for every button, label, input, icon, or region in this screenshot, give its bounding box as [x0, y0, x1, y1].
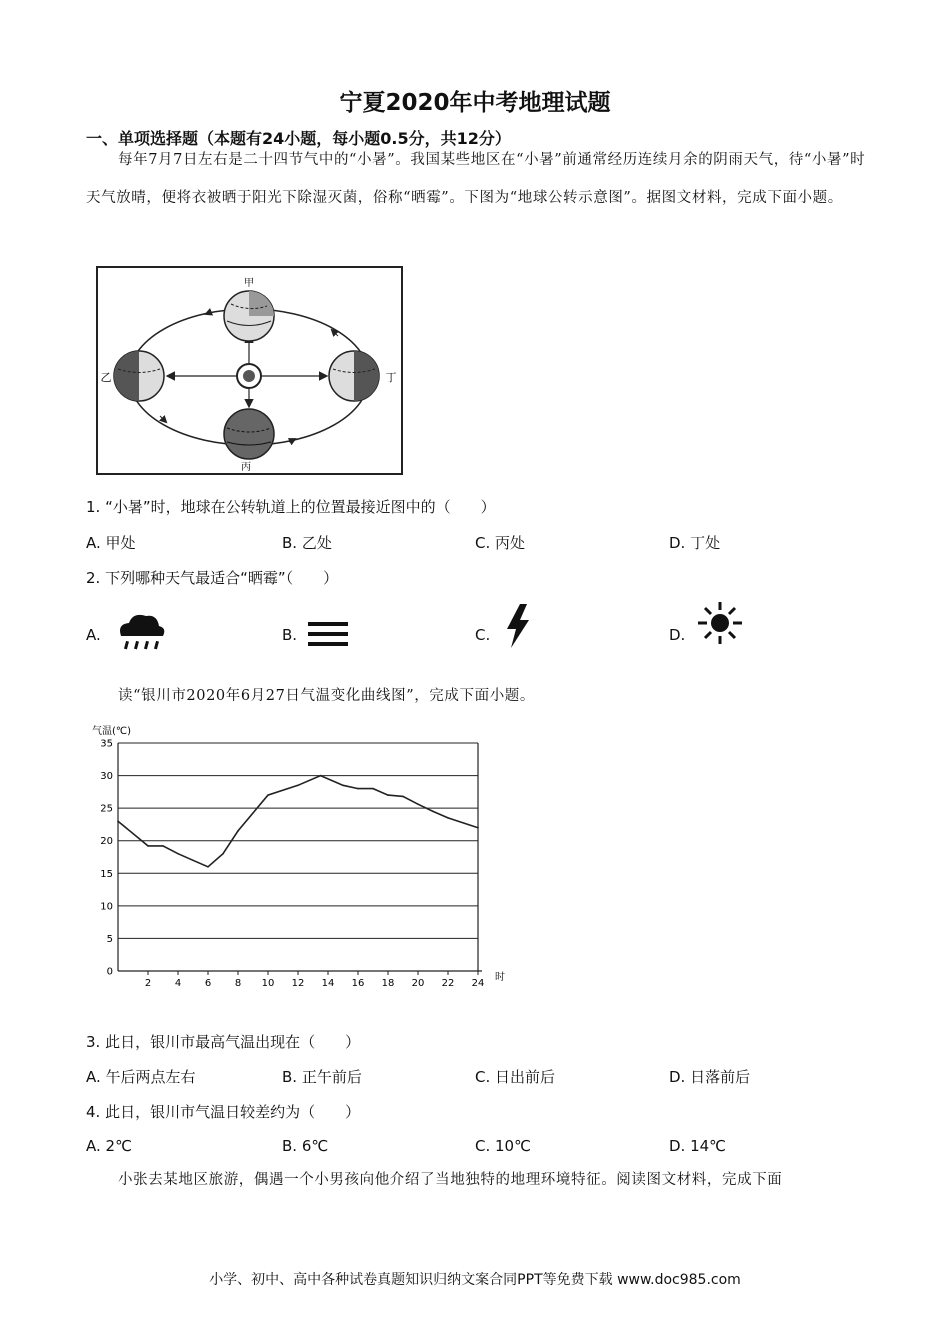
- data-point: [372, 788, 374, 790]
- data-point: [222, 853, 224, 855]
- page-footer: 小学、初中、高中各种试卷真题知识归纳文案合同PPT等免费下载 www.doc985.com: [209, 1272, 741, 1288]
- y-tick-label: 30: [100, 771, 113, 783]
- fog-icon: [306, 618, 350, 650]
- data-point: [207, 866, 209, 868]
- q1-option-c[interactable]: C. 丙处: [475, 534, 526, 552]
- data-point: [117, 820, 119, 822]
- earth-bing-icon: [224, 409, 274, 459]
- question-1: 1. “小暑”时，地球在公转轨道上的位置最接近图中的（ ）: [86, 498, 496, 516]
- q4-option-b[interactable]: B. 6℃: [282, 1137, 329, 1155]
- y-tick-label: 35: [100, 738, 113, 750]
- data-point: [192, 859, 194, 861]
- temperature-curve: [118, 776, 478, 867]
- data-point: [237, 830, 239, 832]
- x-tick-label: 14: [321, 978, 335, 989]
- sun-icon: [694, 600, 746, 646]
- earth-orbit-diagram: [96, 266, 404, 476]
- q4-option-c[interactable]: C. 10℃: [475, 1137, 531, 1155]
- x-tick-label: 22: [441, 978, 455, 989]
- intro-paragraph-2: 读“银川市2020年6月27日气温变化曲线图”，完成下面小题。: [118, 688, 536, 704]
- intro-paragraph-3: 小张去某地区旅游，偶遇一个小男孩向他介绍了当地独特的地理环境特征。阅读图文材料，完成下面: [118, 1172, 783, 1188]
- lightning-icon: [502, 603, 534, 649]
- rain-cloud-icon: [113, 610, 169, 654]
- q2-option-a[interactable]: A.: [86, 626, 101, 644]
- x-tick-label: 24: [471, 978, 485, 989]
- x-tick-label: 18: [381, 978, 395, 989]
- data-point: [432, 811, 434, 813]
- data-point: [162, 845, 164, 847]
- q4-option-d[interactable]: D. 14℃: [669, 1137, 727, 1155]
- label-ding: 丁: [385, 371, 397, 384]
- y-tick-label: 25: [100, 803, 113, 815]
- temperature-line-chart: [82, 720, 512, 992]
- data-point: [147, 845, 149, 847]
- x-tick-label: 20: [411, 978, 425, 989]
- sun-core: [243, 370, 255, 382]
- q3-option-d[interactable]: D. 日落前后: [669, 1068, 751, 1086]
- y-tick-label: 5: [106, 933, 113, 945]
- q1-option-d[interactable]: D. 丁处: [669, 534, 721, 552]
- data-point: [267, 794, 269, 796]
- data-point: [417, 803, 419, 805]
- data-point: [477, 827, 479, 829]
- label-bing: 丙: [241, 462, 251, 473]
- q2-option-d[interactable]: D.: [669, 626, 686, 644]
- x-axis-label: 时: [495, 972, 505, 983]
- q3-option-a[interactable]: A. 午后两点左右: [86, 1068, 196, 1086]
- earth-yi-icon: [114, 351, 164, 401]
- question-4: 4. 此日，银川市气温日较差约为（ ）: [86, 1103, 361, 1121]
- y-tick-label: 20: [100, 836, 113, 848]
- q2-option-b[interactable]: B.: [282, 626, 298, 644]
- label-jia: 甲: [244, 278, 254, 289]
- earth-jia-icon: [224, 291, 274, 341]
- q2-option-c[interactable]: C.: [475, 626, 491, 644]
- intro-paragraph-1: 每年7月7日左右是二十四节气中的“小暑”。我国某些地区在“小暑”前通常经历连续月余的阴雨天气，待“小暑”时天气放晴，便将衣被晒于阳光下除湿灭菌，俗称“晒霉”。下图为“地球公转示意图”。据图文材料，完成下面小题。: [86, 152, 866, 206]
- y-tick-label: 10: [100, 901, 113, 913]
- x-tick-label: 8: [234, 978, 242, 989]
- q1-option-b[interactable]: B. 乙处: [282, 534, 332, 552]
- x-tick-label: 16: [351, 978, 365, 989]
- data-point: [447, 817, 449, 819]
- q3-option-b[interactable]: B. 正午前后: [282, 1068, 362, 1086]
- x-tick-label: 12: [291, 978, 305, 989]
- data-point: [342, 785, 344, 787]
- y-tick-label: 0: [106, 966, 113, 978]
- y-axis-label: 气温(℃): [92, 726, 132, 737]
- q3-option-c[interactable]: C. 日出前后: [475, 1068, 556, 1086]
- x-tick-label: 4: [174, 978, 182, 989]
- page-title: 宁夏2020年中考地理试题: [339, 90, 611, 116]
- data-point: [357, 788, 359, 790]
- data-point: [387, 794, 389, 796]
- data-point: [177, 853, 179, 855]
- question-2: 2. 下列哪种天气最适合“晒霉”（ ）: [86, 569, 339, 587]
- y-tick-label: 15: [100, 868, 113, 880]
- data-point: [297, 785, 299, 787]
- x-tick-label: 6: [204, 978, 212, 989]
- q4-option-a[interactable]: A. 2℃: [86, 1137, 132, 1155]
- label-yi: 乙: [100, 371, 112, 384]
- q1-option-a[interactable]: A. 甲处: [86, 534, 136, 552]
- section-heading: 一、单项选择题（本题有24小题，每小题0.5分，共12分）: [86, 129, 511, 148]
- data-point: [320, 775, 322, 777]
- x-tick-label: 2: [144, 978, 152, 989]
- earth-ding-icon: [329, 351, 379, 401]
- question-3: 3. 此日，银川市最高气温出现在（ ）: [86, 1033, 361, 1051]
- data-point: [402, 796, 404, 798]
- x-tick-label: 10: [261, 978, 275, 989]
